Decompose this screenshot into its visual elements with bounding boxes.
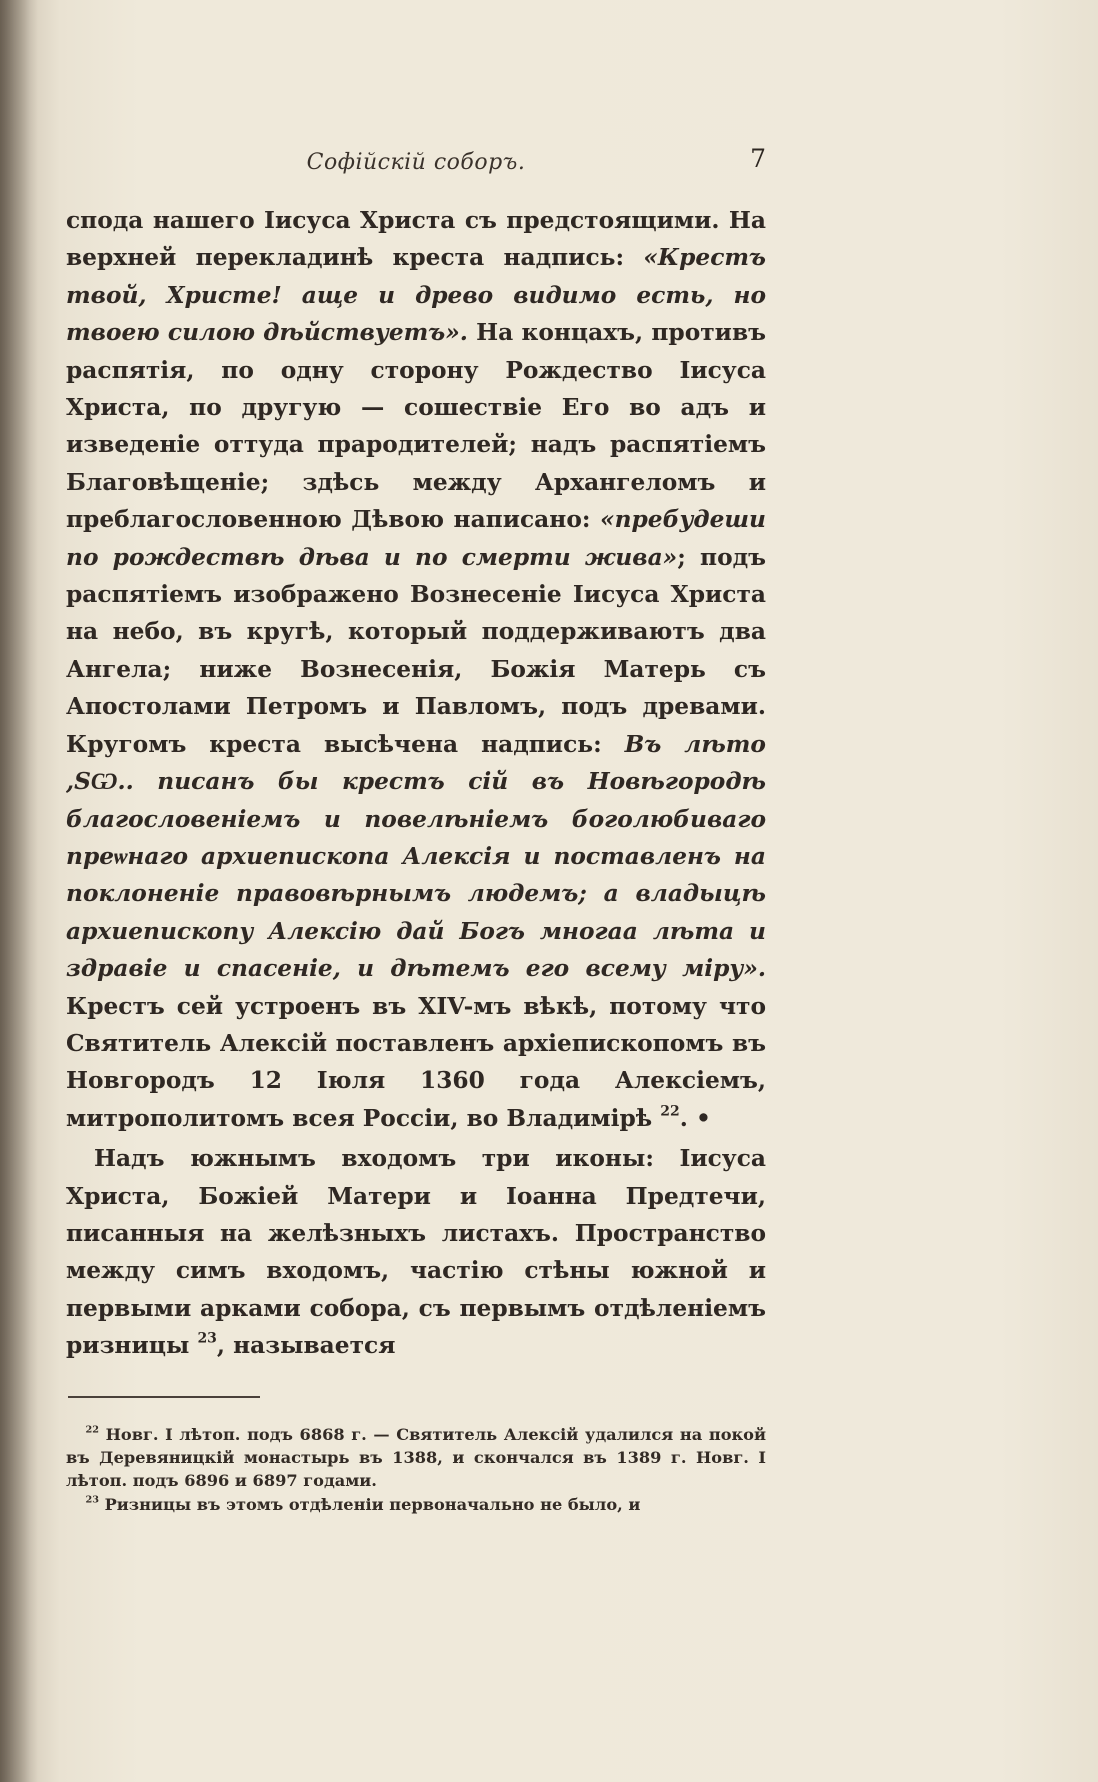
text-run: Крестъ сей устроенъ въ XIV-мъ вѣкѣ, потому что Святитель Алексій поставленъ архіепископомъ въ Новгородъ 12 Іюля 1360 года Алексіемъ, митрополитомъ всея Россіи, во Владимірѣ [66,992,766,1132]
text-run: спода нашего Іисуса Христа съ предстоящими. На верхней перекладинѣ креста надпись: [66,207,766,272]
body-paragraph [66,1140,766,1364]
text-run: На концахъ, противъ распятія, по одну сторону Рождество Іисуса Христа, по другую — сошествіе Его во адъ и изведеніе оттуда прародителей; надъ распятіемъ Благовѣщеніе; здѣсь между Архангеломъ и преблагословенною Дѣвою написано: [66,319,766,534]
text-run: , называется [216,1332,396,1360]
page-number: 7 [750,144,766,173]
gutter-shadow [0,0,38,1782]
body-text [66,202,766,1365]
italic-quotation: «Крестъ твой, Христе! аще и древо видимо есть, но твоею силою дѣйствуетъ». [66,244,766,347]
footnote-number: 22 [85,1424,99,1436]
text-run: Надъ южнымъ входомъ три иконы: Іисуса Христа, Божіей Матери и Іоанна Предтечи, писанныя на желѣзныхъ листахъ. Пространство между симъ входомъ, частію стѣны южной и первыми арками собора, съ первымъ отдѣленіемъ ризницы [66,1145,766,1360]
footnote [66,1423,766,1493]
footnote-ref: 22 [660,1103,680,1120]
footnotes [66,1423,766,1517]
text-block [66,144,766,1517]
footnote-number: 23 [85,1495,99,1507]
italic-quotation: «пребудеши по рождествѣ дѣва и по смерти жива» [66,506,766,571]
footnote-text: Новг. I лѣтоп. подъ 6868 г. — Святитель Алексій удалился на покой въ Деревяницкій монастырь въ 1388, и скончался въ 1389 г. Новг. I лѣтоп. подъ 6896 и 6897 годами. [66,1424,766,1491]
footnote-text: Ризницы въ этомъ отдѣленіи первоначально не было, и [98,1495,641,1515]
text-run: . • [679,1104,711,1132]
footnote-ref: 23 [197,1330,217,1347]
footnote [66,1493,766,1516]
running-head-title: Софійскій соборъ. [306,150,526,175]
body-paragraph [66,202,766,1137]
running-head [66,144,766,184]
footnote-rule [68,1396,260,1398]
italic-quotation: Въ лѣто ,ЅѠ.. писанъ бы крестъ сій въ Новѣгородѣ благословеніемъ и повелѣніемъ боголюбиваго преѡнаго архиепископа Алексія и поставленъ на поклоненіе правовѣрнымъ людемъ; а владыцѣ архиепископу Алексію дай Богъ многаа лѣта и здравіе и спасеніе, и дѣтемъ его всему міру». [66,730,766,983]
text-run: ; подъ распятіемъ изображено Вознесеніе Іисуса Христа на небо, въ кругѣ, который поддерживаютъ два Ангела; ниже Вознесенія, Божія Матерь съ Апостолами Петромъ и Павломъ, подъ древами. Кругомъ креста высѣчена надпись: [66,543,767,758]
